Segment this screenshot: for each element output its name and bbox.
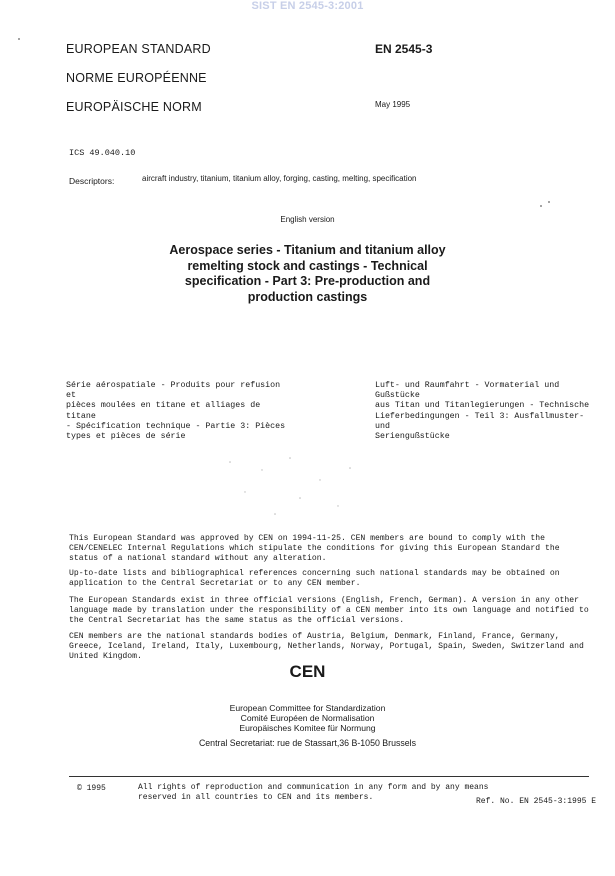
footer-divider	[69, 776, 589, 777]
ics-code: ICS 49.040.10	[69, 148, 136, 158]
scan-speck	[18, 38, 20, 40]
document-title	[0, 243, 615, 305]
publication-date: May 1995	[375, 100, 411, 109]
descriptors-value: aircraft industry, titanium, titanium alloy, forging, casting, melting, specification	[142, 174, 417, 183]
title-de-line: Luft- und Raumfahrt - Vormaterial und Gußstücke	[375, 381, 560, 401]
scan-speck	[540, 205, 542, 207]
title-line: Aerospace series - Titanium and titanium alloy	[169, 243, 446, 257]
header-europaische-norm: EUROPÄISCHE NORM	[66, 100, 202, 114]
header-norme-europeenne: NORME EUROPÉENNE	[66, 71, 207, 85]
rights-notice	[138, 783, 488, 803]
title-de-line: Lieferbedingungen - Teil 3: Ausfallmuster- und	[375, 411, 585, 431]
title-fr-line: pièces moulées en titane et alliages de titane	[66, 401, 261, 421]
copyright-year: © 1995	[77, 784, 106, 793]
committee-english: European Committee for Standardization	[229, 703, 386, 713]
version-label: English version	[280, 215, 335, 224]
rights-line: reserved in all countries to CEN and its members.	[138, 793, 374, 802]
title-line: specification - Part 3: Pre-production and	[184, 274, 431, 288]
title-fr-line: - Spécification technique - Partie 3: Pièces	[66, 421, 286, 431]
header-european-standard: EUROPEAN STANDARD	[66, 42, 211, 56]
title-fr-line: Série aérospatiale - Produits pour refusion et	[66, 381, 281, 401]
title-line: remelting stock and castings - Technical	[187, 258, 428, 273]
title-line: production castings	[247, 289, 368, 304]
committee-french: Comité Européen de Normalisation	[240, 713, 375, 724]
title-german	[375, 381, 590, 442]
rights-line: All rights of reproduction and communication in any form and by any means	[138, 783, 489, 792]
committee-names	[0, 703, 615, 734]
cen-logo: CEN	[289, 662, 326, 681]
standard-number: EN 2545-3	[375, 42, 433, 56]
title-de-line: aus Titan und Titanlegierungen - Technische	[375, 401, 590, 411]
central-secretariat: Central Secretariat: rue de Stassart,36 B-1050 Brussels	[198, 738, 417, 748]
scan-speck	[548, 201, 550, 203]
title-fr-line: types et pièces de série	[66, 432, 186, 442]
versions-paragraph: The European Standards exist in three official versions (English, French, German). A version in any other language made by translation under the responsibility of a CEN member into its own language and notified to the Central Secretariat has the same status as the official versions.	[69, 596, 589, 625]
members-paragraph: CEN members are the national standards bodies of Austria, Belgium, Denmark, Finland, France, Germany, Greece, Iceland, Ireland, Italy, Luxembourg, Netherlands, Norway, Portugal, Spain, Sweden, Switzerland and United Kingdom.	[69, 632, 584, 661]
reference-number: Ref. No. EN 2545-3:1995 E	[476, 797, 597, 806]
approval-paragraph: This European Standard was approved by CEN on 1994-11-25. CEN members are bound to comply with the CEN/CENELEC Internal Regulations which stipulate the conditions for giving this European Standard the status of a national standard without any alteration.	[69, 534, 560, 563]
lists-paragraph: Up-to-date lists and bibliographical references concerning such national standards may be obtained on application to the Central Secretariat or to any CEN member.	[69, 569, 560, 588]
committee-german: Europäisches Komitee für Normung	[239, 723, 376, 734]
descriptors-label: Descriptors:	[69, 176, 115, 186]
scan-noise	[200, 450, 390, 530]
watermark: SIST EN 2545-3:2001	[251, 0, 364, 12]
title-de-line: Seriengußstücke	[375, 432, 450, 442]
title-french	[66, 381, 286, 442]
